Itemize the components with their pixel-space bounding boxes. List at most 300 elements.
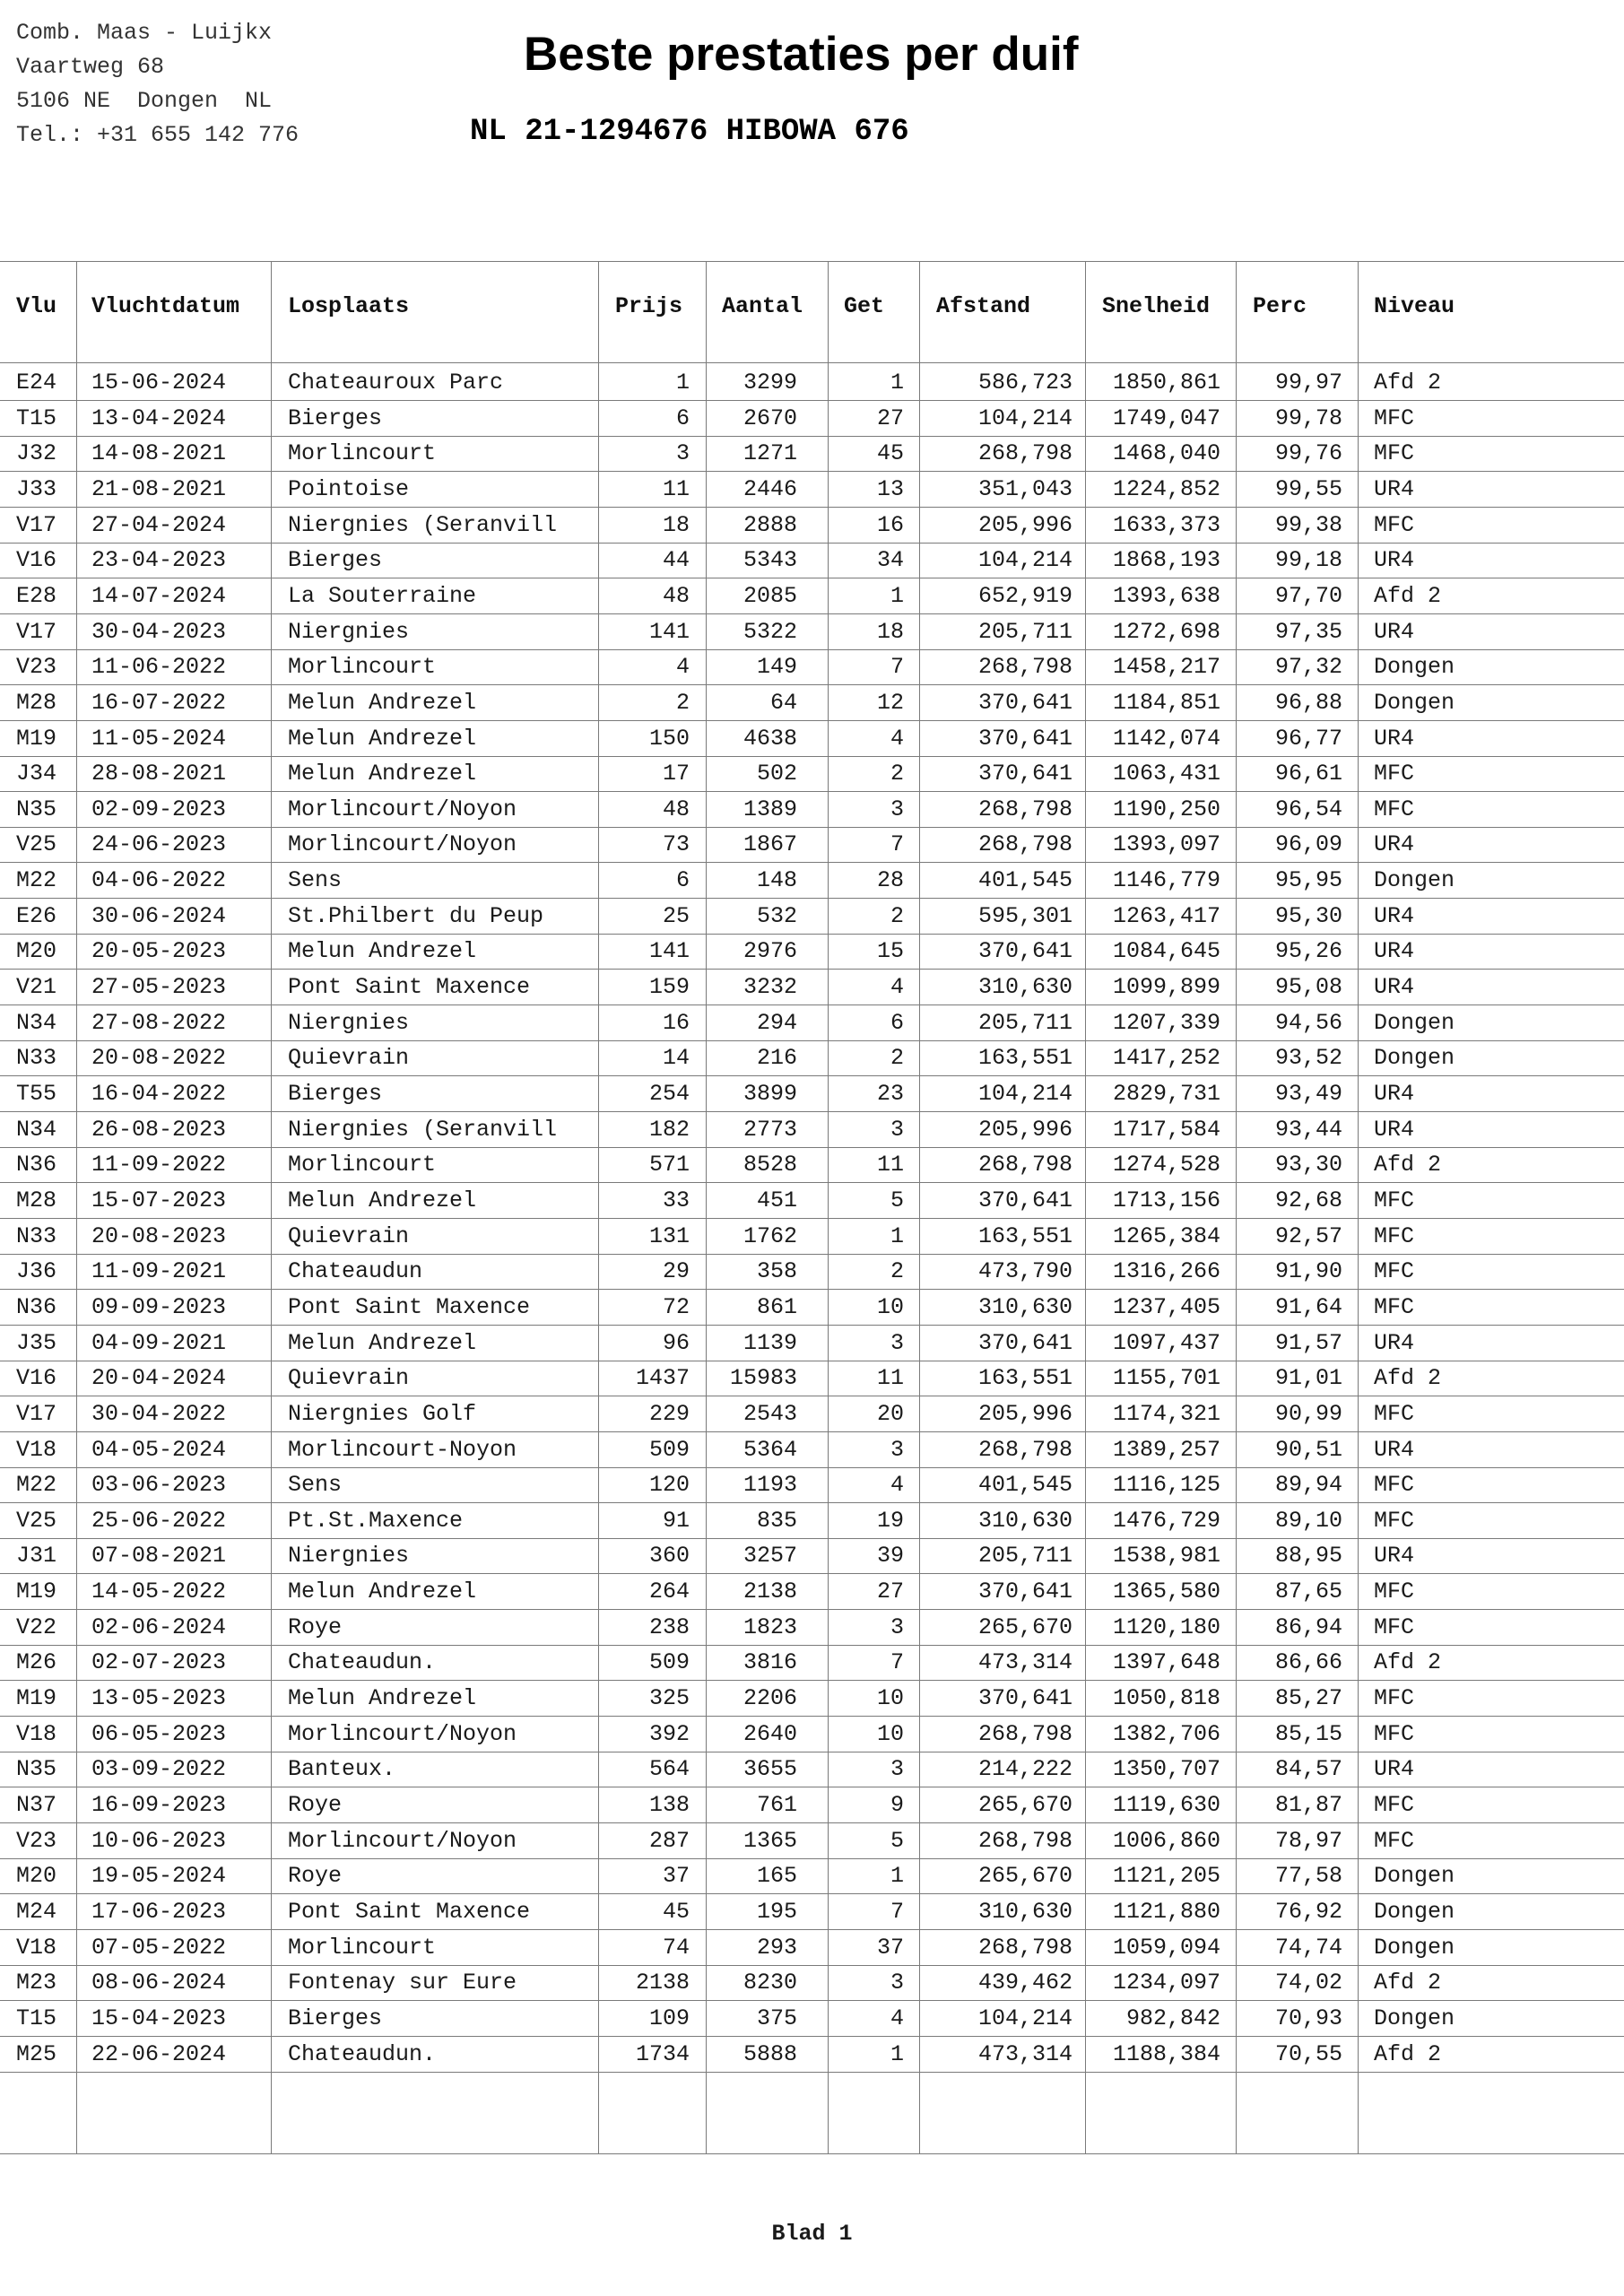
cell-snelheid: 1538,981 [1112, 1543, 1220, 1570]
cell-perc: 93,44 [1274, 1116, 1342, 1143]
cell-snelheid: 1120,180 [1112, 1613, 1220, 1640]
cell-vluchtdatum: 27-08-2022 [91, 1009, 227, 1036]
cell-afstand: 268,798 [977, 1152, 1073, 1178]
cell-vlu: M22 [16, 867, 57, 894]
cell-aantal: 2888 [743, 511, 797, 538]
cell-niveau: UR4 [1374, 725, 1415, 752]
cell-niveau: Afd 2 [1374, 582, 1442, 609]
cell-perc: 81,87 [1274, 1792, 1342, 1818]
cell-vluchtdatum: 04-05-2024 [91, 1436, 227, 1463]
cell-afstand: 268,798 [977, 1720, 1073, 1747]
cell-afstand: 268,798 [977, 654, 1073, 681]
cell-perc: 99,18 [1274, 547, 1342, 574]
cell-afstand: 205,996 [977, 511, 1073, 538]
cell-niveau: MFC [1374, 1720, 1415, 1747]
cell-losplaats: Melun Andrezel [288, 761, 477, 787]
cell-afstand: 205,711 [977, 618, 1073, 645]
cell-aantal: 3899 [743, 1081, 797, 1107]
cell-aantal: 2138 [743, 1578, 797, 1605]
sender-street: Vaartweg 68 [16, 54, 165, 80]
cell-vluchtdatum: 24-06-2023 [91, 831, 227, 858]
cell-snelheid: 1382,706 [1112, 1720, 1220, 1747]
cell-prijs: 229 [648, 1400, 690, 1427]
cell-niveau: MFC [1374, 1187, 1415, 1213]
table-row [0, 970, 1624, 1006]
cell-niveau: UR4 [1374, 1756, 1415, 1783]
cell-get: 27 [876, 404, 904, 431]
cell-vlu: M20 [16, 1863, 57, 1890]
cell-vluchtdatum: 13-04-2024 [91, 404, 227, 431]
cell-vluchtdatum: 15-07-2023 [91, 1187, 227, 1213]
cell-get: 11 [876, 1152, 904, 1178]
cell-vlu: V21 [16, 974, 57, 1001]
cell-snelheid: 1274,528 [1112, 1152, 1220, 1178]
cell-snelheid: 1393,097 [1112, 831, 1220, 858]
cell-snelheid: 1116,125 [1112, 1472, 1220, 1499]
cell-losplaats: Melun Andrezel [288, 938, 477, 965]
table-row [0, 650, 1624, 686]
cell-vluchtdatum: 30-06-2024 [91, 902, 227, 929]
col-header-vluchtdatum: Vluchtdatum [91, 293, 240, 319]
cell-prijs: 18 [662, 511, 690, 538]
cell-perc: 96,88 [1274, 689, 1342, 716]
cell-aantal: 2206 [743, 1685, 797, 1712]
cell-vluchtdatum: 20-08-2023 [91, 1222, 227, 1249]
cell-losplaats: Niergnies (Seranvill [288, 1116, 558, 1143]
cell-get: 11 [876, 1365, 904, 1392]
cell-vlu: M25 [16, 2040, 57, 2067]
cell-get: 7 [890, 1898, 904, 1925]
cell-vluchtdatum: 23-04-2023 [91, 547, 227, 574]
cell-aantal: 502 [756, 761, 797, 787]
cell-snelheid: 1263,417 [1112, 902, 1220, 929]
cell-snelheid: 1224,852 [1112, 475, 1220, 502]
cell-vlu: N35 [16, 1756, 57, 1783]
table-row [0, 1752, 1624, 1788]
cell-losplaats: Quievrain [288, 1365, 410, 1392]
cell-losplaats: Morlincourt/Noyon [288, 1720, 517, 1747]
cell-losplaats: Bierges [288, 404, 383, 431]
cell-get: 10 [876, 1720, 904, 1747]
cell-losplaats: Morlincourt/Noyon [288, 1827, 517, 1854]
cell-snelheid: 1397,648 [1112, 1649, 1220, 1676]
cell-snelheid: 1350,707 [1112, 1756, 1220, 1783]
cell-vlu: J33 [16, 475, 57, 502]
cell-snelheid: 1316,266 [1112, 1258, 1220, 1285]
cell-snelheid: 1119,630 [1112, 1792, 1220, 1818]
cell-perc: 96,09 [1274, 831, 1342, 858]
cell-afstand: 268,798 [977, 1934, 1073, 1961]
cell-vlu: J35 [16, 1329, 57, 1356]
table-row [0, 1966, 1624, 2002]
table-row [0, 722, 1624, 758]
col-header-snelheid: Snelheid [1102, 293, 1211, 319]
cell-niveau: UR4 [1374, 547, 1415, 574]
cell-aantal: 358 [756, 1258, 797, 1285]
cell-vluchtdatum: 30-04-2023 [91, 618, 227, 645]
cell-vluchtdatum: 17-06-2023 [91, 1898, 227, 1925]
table-row [0, 615, 1624, 651]
cell-vlu: M28 [16, 689, 57, 716]
cell-prijs: 287 [648, 1827, 690, 1854]
cell-vlu: V17 [16, 1400, 57, 1427]
cell-niveau: UR4 [1374, 938, 1415, 965]
cell-aantal: 1193 [743, 1472, 797, 1499]
cell-vlu: N36 [16, 1152, 57, 1178]
cell-snelheid: 1059,094 [1112, 1934, 1220, 1961]
sender-name: Comb. Maas - Luijkx [16, 20, 273, 46]
cell-prijs: 4 [675, 654, 690, 681]
cell-niveau: Dongen [1374, 1934, 1455, 1961]
cell-snelheid: 1099,899 [1112, 974, 1220, 1001]
cell-losplaats: Roye [288, 1613, 343, 1640]
cell-perc: 97,35 [1274, 618, 1342, 645]
cell-vlu: V18 [16, 1436, 57, 1463]
cell-prijs: 138 [648, 1792, 690, 1818]
cell-niveau: UR4 [1374, 1436, 1415, 1463]
cell-niveau: UR4 [1374, 902, 1415, 929]
cell-losplaats: Pont Saint Maxence [288, 974, 531, 1001]
cell-snelheid: 1084,645 [1112, 938, 1220, 965]
cell-losplaats: Morlincourt [288, 1934, 437, 1961]
cell-aantal: 3655 [743, 1756, 797, 1783]
cell-vluchtdatum: 02-09-2023 [91, 796, 227, 822]
cell-perc: 96,61 [1274, 761, 1342, 787]
cell-prijs: 6 [675, 867, 690, 894]
cell-prijs: 109 [648, 2005, 690, 2031]
cell-vlu: T15 [16, 404, 57, 431]
table-row [0, 1718, 1624, 1753]
cell-vluchtdatum: 15-06-2024 [91, 370, 227, 396]
cell-niveau: Afd 2 [1374, 2040, 1442, 2067]
cell-losplaats: Fontenay sur Eure [288, 1970, 517, 1996]
cell-niveau: Dongen [1374, 1863, 1455, 1890]
cell-afstand: 370,641 [977, 1187, 1073, 1213]
table-row [0, 1468, 1624, 1504]
cell-aantal: 148 [756, 867, 797, 894]
cell-losplaats: Melun Andrezel [288, 725, 477, 752]
cell-aantal: 64 [769, 689, 797, 716]
cell-losplaats: Niergnies [288, 1009, 410, 1036]
cell-snelheid: 1393,638 [1112, 582, 1220, 609]
cell-perc: 92,68 [1274, 1187, 1342, 1213]
cell-prijs: 6 [675, 404, 690, 431]
cell-losplaats: Melun Andrezel [288, 1329, 477, 1356]
cell-snelheid: 1155,701 [1112, 1365, 1220, 1392]
cell-get: 3 [890, 1756, 904, 1783]
cell-losplaats: Morlincourt [288, 1152, 437, 1178]
cell-afstand: 401,545 [977, 1472, 1073, 1499]
cell-snelheid: 1749,047 [1112, 404, 1220, 431]
cell-losplaats: Morlincourt/Noyon [288, 796, 517, 822]
cell-niveau: UR4 [1374, 618, 1415, 645]
cell-aantal: 375 [756, 2005, 797, 2031]
cell-niveau: UR4 [1374, 1329, 1415, 1356]
cell-get: 9 [890, 1792, 904, 1818]
table-row [0, 1077, 1624, 1113]
cell-niveau: MFC [1374, 1293, 1415, 1320]
cell-vlu: M19 [16, 725, 57, 752]
cell-aantal: 2670 [743, 404, 797, 431]
cell-get: 5 [890, 1187, 904, 1213]
table-row [0, 1433, 1624, 1469]
cell-vluchtdatum: 09-09-2023 [91, 1293, 227, 1320]
cell-perc: 99,76 [1274, 440, 1342, 467]
cell-get: 7 [890, 654, 904, 681]
cell-perc: 93,49 [1274, 1081, 1342, 1107]
cell-prijs: 96 [662, 1329, 690, 1356]
cell-perc: 74,02 [1274, 1970, 1342, 1996]
cell-perc: 94,56 [1274, 1009, 1342, 1036]
cell-vluchtdatum: 20-05-2023 [91, 938, 227, 965]
table-row [0, 1504, 1624, 1540]
cell-niveau: Afd 2 [1374, 1152, 1442, 1178]
cell-prijs: 254 [648, 1081, 690, 1107]
col-header-vlu: Vlu [16, 293, 57, 319]
cell-prijs: 72 [662, 1293, 690, 1320]
cell-niveau: Afd 2 [1374, 1649, 1442, 1676]
cell-snelheid: 1121,880 [1112, 1898, 1220, 1925]
cell-afstand: 310,630 [977, 974, 1073, 1001]
cell-prijs: 14 [662, 1045, 690, 1072]
cell-vluchtdatum: 30-04-2022 [91, 1400, 227, 1427]
cell-vluchtdatum: 13-05-2023 [91, 1685, 227, 1712]
cell-prijs: 392 [648, 1720, 690, 1747]
cell-vluchtdatum: 16-09-2023 [91, 1792, 227, 1818]
table-row [0, 1361, 1624, 1397]
cell-vlu: V17 [16, 511, 57, 538]
cell-vlu: M22 [16, 1472, 57, 1499]
cell-prijs: 25 [662, 902, 690, 929]
cell-afstand: 439,462 [977, 1970, 1073, 1996]
cell-losplaats: Sens [288, 1472, 343, 1499]
cell-aantal: 2085 [743, 582, 797, 609]
cell-prijs: 48 [662, 582, 690, 609]
page-number: Blad 1 [771, 2221, 853, 2247]
cell-get: 4 [890, 725, 904, 752]
cell-perc: 96,77 [1274, 725, 1342, 752]
table-row [0, 828, 1624, 864]
cell-vlu: N33 [16, 1045, 57, 1072]
cell-get: 1 [890, 370, 904, 396]
cell-losplaats: Quievrain [288, 1222, 410, 1249]
cell-niveau: Dongen [1374, 2005, 1455, 2031]
cell-aantal: 165 [756, 1863, 797, 1890]
cell-vluchtdatum: 27-04-2024 [91, 511, 227, 538]
cell-aantal: 1762 [743, 1222, 797, 1249]
cell-afstand: 268,798 [977, 831, 1073, 858]
cell-niveau: Dongen [1374, 1898, 1455, 1925]
cell-vluchtdatum: 04-06-2022 [91, 867, 227, 894]
cell-afstand: 268,798 [977, 440, 1073, 467]
cell-vlu: N34 [16, 1116, 57, 1143]
cell-aantal: 149 [756, 654, 797, 681]
cell-perc: 93,52 [1274, 1045, 1342, 1072]
cell-vlu: V25 [16, 831, 57, 858]
table-row [0, 1113, 1624, 1149]
cell-perc: 70,55 [1274, 2040, 1342, 2067]
table-row [0, 900, 1624, 935]
cell-vlu: M24 [16, 1898, 57, 1925]
cell-vluchtdatum: 03-06-2023 [91, 1472, 227, 1499]
cell-prijs: 159 [648, 974, 690, 1001]
cell-vluchtdatum: 11-06-2022 [91, 654, 227, 681]
cell-aantal: 15983 [729, 1365, 797, 1392]
cell-prijs: 264 [648, 1578, 690, 1605]
cell-prijs: 73 [662, 831, 690, 858]
cell-losplaats: Bierges [288, 2005, 383, 2031]
cell-losplaats: Bierges [288, 547, 383, 574]
table-row [0, 1646, 1624, 1682]
cell-prijs: 360 [648, 1543, 690, 1570]
cell-snelheid: 1717,584 [1112, 1116, 1220, 1143]
cell-perc: 95,30 [1274, 902, 1342, 929]
cell-perc: 91,90 [1274, 1258, 1342, 1285]
cell-get: 3 [890, 1329, 904, 1356]
cell-afstand: 104,214 [977, 547, 1073, 574]
cell-get: 7 [890, 831, 904, 858]
cell-losplaats: Roye [288, 1863, 343, 1890]
cell-prijs: 564 [648, 1756, 690, 1783]
cell-perc: 84,57 [1274, 1756, 1342, 1783]
cell-prijs: 45 [662, 1898, 690, 1925]
cell-get: 28 [876, 867, 904, 894]
cell-losplaats: Bierges [288, 1081, 383, 1107]
cell-losplaats: Pt.St.Maxence [288, 1507, 464, 1534]
cell-afstand: 205,996 [977, 1400, 1073, 1427]
table-row [0, 2002, 1624, 2038]
table-row [0, 1255, 1624, 1291]
cell-prijs: 33 [662, 1187, 690, 1213]
cell-vluchtdatum: 25-06-2022 [91, 1507, 227, 1534]
header-bottom-border [0, 362, 1624, 363]
cell-vlu: N33 [16, 1222, 57, 1249]
cell-niveau: UR4 [1374, 1081, 1415, 1107]
table-row [0, 1184, 1624, 1220]
cell-snelheid: 1063,431 [1112, 761, 1220, 787]
cell-niveau: UR4 [1374, 831, 1415, 858]
cell-snelheid: 1417,252 [1112, 1045, 1220, 1072]
table-row [0, 1931, 1624, 1967]
cell-snelheid: 1468,040 [1112, 440, 1220, 467]
cell-aantal: 1867 [743, 831, 797, 858]
cell-snelheid: 1207,339 [1112, 1009, 1220, 1036]
cell-vluchtdatum: 15-04-2023 [91, 2005, 227, 2031]
cell-prijs: 182 [648, 1116, 690, 1143]
cell-niveau: MFC [1374, 1792, 1415, 1818]
cell-aantal: 5888 [743, 2040, 797, 2067]
cell-get: 18 [876, 618, 904, 645]
cell-get: 1 [890, 2040, 904, 2067]
cell-aantal: 761 [756, 1792, 797, 1818]
cell-vluchtdatum: 26-08-2023 [91, 1116, 227, 1143]
cell-afstand: 595,301 [977, 902, 1073, 929]
cell-snelheid: 1050,818 [1112, 1685, 1220, 1712]
cell-aantal: 451 [756, 1187, 797, 1213]
cell-afstand: 268,798 [977, 1436, 1073, 1463]
cell-losplaats: La Souterraine [288, 582, 477, 609]
cell-snelheid: 1234,097 [1112, 1970, 1220, 1996]
cell-aantal: 1389 [743, 796, 797, 822]
cell-losplaats: Niergnies [288, 1543, 410, 1570]
cell-vluchtdatum: 16-04-2022 [91, 1081, 227, 1107]
cell-aantal: 4638 [743, 725, 797, 752]
cell-aantal: 861 [756, 1293, 797, 1320]
cell-vluchtdatum: 02-07-2023 [91, 1649, 227, 1676]
cell-get: 20 [876, 1400, 904, 1427]
cell-snelheid: 1174,321 [1112, 1400, 1220, 1427]
cell-vluchtdatum: 19-05-2024 [91, 1863, 227, 1890]
cell-vluchtdatum: 28-08-2021 [91, 761, 227, 787]
cell-get: 3 [890, 1116, 904, 1143]
cell-niveau: MFC [1374, 404, 1415, 431]
table-row [0, 935, 1624, 970]
cell-afstand: 265,670 [977, 1863, 1073, 1890]
table-row [0, 366, 1624, 402]
cell-losplaats: Chateaudun. [288, 1649, 437, 1676]
cell-vluchtdatum: 11-09-2022 [91, 1152, 227, 1178]
cell-afstand: 268,798 [977, 796, 1073, 822]
sender-city: 5106 NE Dongen NL [16, 88, 273, 114]
cell-afstand: 473,790 [977, 1258, 1073, 1285]
cell-niveau: MFC [1374, 511, 1415, 538]
col-header-afstand: Afstand [936, 293, 1031, 319]
table-row [0, 544, 1624, 579]
table-row [0, 1788, 1624, 1824]
cell-perc: 99,78 [1274, 404, 1342, 431]
cell-aantal: 3257 [743, 1543, 797, 1570]
cell-perc: 95,95 [1274, 867, 1342, 894]
table-row [0, 1148, 1624, 1184]
results-table [0, 261, 1624, 2154]
cell-aantal: 532 [756, 902, 797, 929]
cell-snelheid: 1237,405 [1112, 1293, 1220, 1320]
cell-perc: 95,26 [1274, 938, 1342, 965]
cell-prijs: 2 [675, 689, 690, 716]
cell-vlu: M19 [16, 1578, 57, 1605]
cell-losplaats: Chateauroux Parc [288, 370, 504, 396]
sender-phone: Tel.: +31 655 142 776 [16, 122, 300, 148]
cell-snelheid: 1365,580 [1112, 1578, 1220, 1605]
cell-niveau: MFC [1374, 1472, 1415, 1499]
cell-get: 2 [890, 1045, 904, 1072]
cell-vluchtdatum: 07-05-2022 [91, 1934, 227, 1961]
cell-vlu: J31 [16, 1543, 57, 1570]
col-header-get: Get [844, 293, 885, 319]
cell-vluchtdatum: 27-05-2023 [91, 974, 227, 1001]
cell-vlu: M23 [16, 1970, 57, 1996]
cell-niveau: MFC [1374, 1400, 1415, 1427]
cell-niveau: Dongen [1374, 1009, 1455, 1036]
cell-perc: 95,08 [1274, 974, 1342, 1001]
cell-vlu: N36 [16, 1293, 57, 1320]
cell-losplaats: Roye [288, 1792, 343, 1818]
cell-perc: 99,38 [1274, 511, 1342, 538]
cell-perc: 78,97 [1274, 1827, 1342, 1854]
cell-losplaats: Morlincourt/Noyon [288, 831, 517, 858]
cell-prijs: 141 [648, 938, 690, 965]
cell-aantal: 1365 [743, 1827, 797, 1854]
cell-vluchtdatum: 11-09-2021 [91, 1258, 227, 1285]
cell-prijs: 1 [675, 370, 690, 396]
cell-afstand: 205,996 [977, 1116, 1073, 1143]
cell-snelheid: 1188,384 [1112, 2040, 1220, 2067]
cell-vluchtdatum: 03-09-2022 [91, 1756, 227, 1783]
col-header-losplaats: Losplaats [288, 293, 410, 319]
cell-niveau: MFC [1374, 1258, 1415, 1285]
table-row [0, 1859, 1624, 1895]
cell-get: 4 [890, 974, 904, 1001]
